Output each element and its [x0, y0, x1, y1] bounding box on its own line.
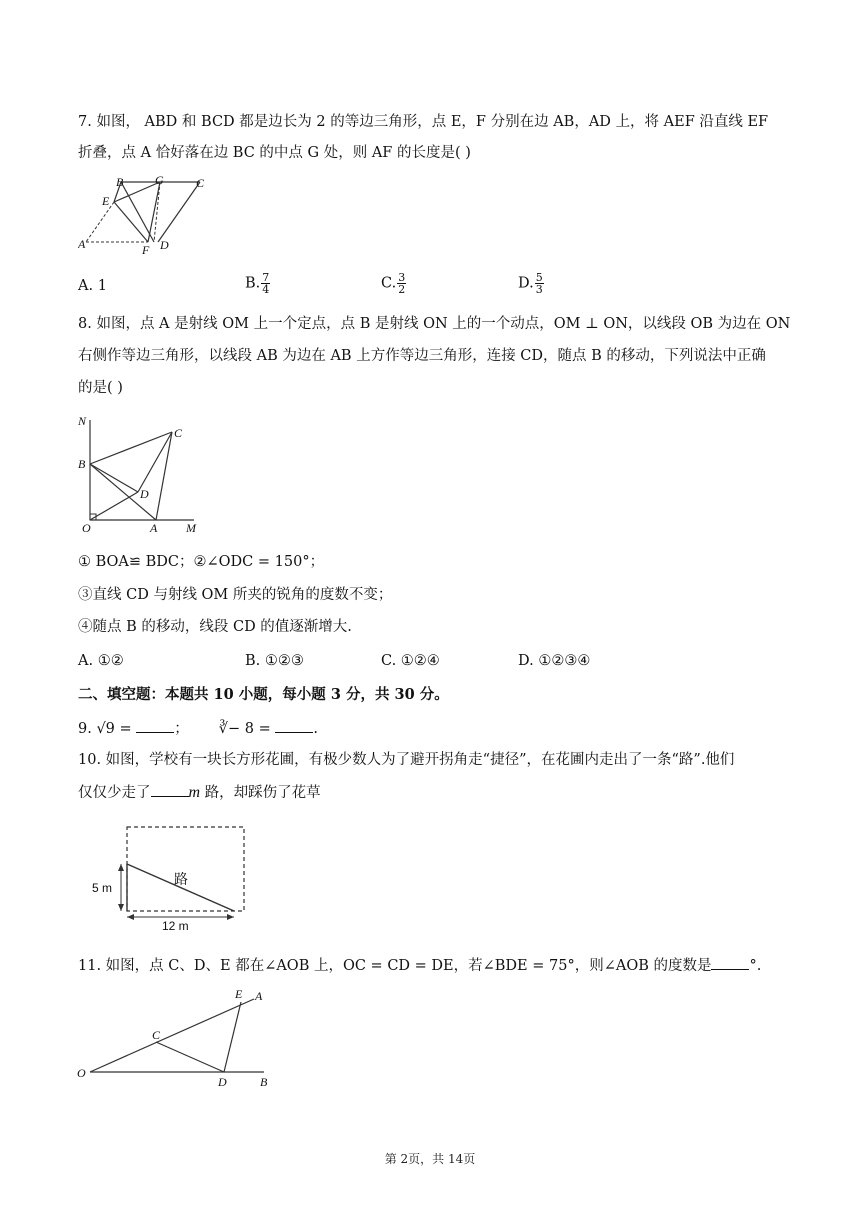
- q7-label-e: E: [102, 194, 110, 208]
- q8-option-c: C. ①②④: [381, 653, 440, 669]
- q9-cbrt-expression: ∛− 8 =: [218, 721, 276, 737]
- q8-label-n: N: [78, 414, 87, 428]
- q7-label-c: C: [196, 176, 205, 190]
- q8-label-o: O: [82, 521, 91, 535]
- q7-label-f: F: [142, 243, 150, 257]
- q7-option-c-prefix: C.: [381, 275, 397, 292]
- q10-blank: [151, 782, 189, 797]
- q9-blank-2: [275, 718, 313, 733]
- q7-option-d-prefix: D.: [518, 275, 534, 292]
- q7-option-b-fraction: [261, 272, 270, 295]
- q7-figure: [78, 174, 218, 258]
- q8-line-1: 8. 如图，点 A 是射线 OM 上一个定点，点 B 是射线 ON 上的一个动点，OM ⊥ ON，以线段 OB 为边在 ON: [78, 316, 791, 332]
- q8-line-2: 右侧作等边三角形，以线段 AB 为边在 AB 上方作等边三角形，连接 CD，随点 B 的移动，下列说法中正确: [78, 348, 766, 364]
- q10-line-1: 10. 如图，学校有一块长方形花圃，有极少数人为了避开拐角走“捷径”，在花圃内走出了一条“路”.他们: [78, 752, 735, 768]
- q10-figure: [88, 822, 258, 936]
- q11-label-a: A: [255, 989, 263, 1003]
- q8-option-b: B. ①②③: [245, 653, 304, 669]
- q9-separator: ；: [174, 721, 189, 737]
- q11-text: 11. 如图，点 C、D、E 都在∠AOB 上，OC = CD = DE，若∠BDE = 75°，则∠AOB 的度数是: [78, 958, 712, 974]
- q7-option-b-prefix: B.: [245, 275, 261, 292]
- q10-line-2: [78, 782, 321, 803]
- q7-option-b-denominator: 4: [262, 283, 270, 296]
- q7-option-c-numerator: 3: [398, 271, 406, 284]
- q7-line-1: 7. 如图， ABD 和 BCD 都是边长为 2 的等边三角形，点 E，F 分别在边 AB，AD 上，将 AEF 沿直线 EF: [78, 114, 769, 130]
- q11-label-b: B: [260, 1075, 268, 1089]
- q9-sqrt-expression: 9. √9 =: [78, 721, 137, 737]
- q7-option-d-fraction: [535, 272, 544, 295]
- q8-statement-2: ③直线 CD 与射线 OM 所夹的锐角的度数不变；: [78, 587, 393, 603]
- q8-statement-3: ④随点 B 的移动，线段 CD 的值逐渐增大.: [78, 619, 352, 635]
- q11-figure: [74, 985, 284, 1089]
- q7-option-c-fraction: [397, 272, 406, 295]
- q7-line-2: 折叠，点 A 恰好落在边 BC 的中点 G 处，则 AF 的长度是( ): [78, 145, 471, 161]
- q8-label-c: C: [174, 426, 183, 440]
- q8-statement-1: ① BOA≌ BDC；②∠ODC = 150°；: [78, 554, 325, 570]
- q7-option-d-denominator: 3: [535, 283, 543, 296]
- q10-suffix: 路，却踩伤了花草: [200, 785, 321, 801]
- q8-label-d: D: [140, 487, 149, 501]
- q10-width-label: 12 m: [162, 919, 189, 933]
- q7-label-b: B: [116, 175, 124, 189]
- q8-label-b: B: [78, 457, 86, 471]
- q8-option-a: A. ①②: [78, 653, 124, 669]
- q9-line: [78, 718, 318, 739]
- q8-option-d: D. ①②③④: [518, 653, 591, 669]
- q10-prefix: 仅仅少走了: [78, 785, 151, 801]
- q7-option-d-numerator: 5: [535, 271, 543, 284]
- q8-figure: [76, 410, 206, 538]
- q11-label-c: C: [152, 1028, 161, 1042]
- q11-label-o: O: [77, 1066, 86, 1080]
- q7-option-c: [381, 272, 406, 295]
- q7-option-d: [518, 272, 544, 295]
- q10-height-label: 5 m: [92, 881, 113, 895]
- q11-suffix: °.: [749, 958, 762, 974]
- q7-option-a: A. 1: [78, 278, 107, 294]
- q7-option-c-denominator: 2: [398, 283, 406, 296]
- q8-line-3: 的是( ): [78, 380, 123, 396]
- q11-blank: [711, 955, 749, 970]
- q11-label-e: E: [235, 987, 243, 1001]
- page-footer: 第 2页，共 14页: [384, 1152, 476, 1166]
- q7-label-d: D: [160, 238, 169, 252]
- q7-label-a: A: [78, 237, 86, 251]
- q10-unit: m: [188, 784, 201, 801]
- q7-label-g: G: [155, 174, 164, 187]
- q9-blank-1: [136, 718, 174, 733]
- q11-line: [78, 955, 761, 976]
- q8-label-m: M: [186, 521, 196, 535]
- q7-option-b-numerator: 7: [262, 271, 270, 284]
- q11-label-d: D: [218, 1075, 227, 1089]
- q7-option-b: [245, 272, 270, 295]
- section-heading: 二、填空题：本题共 10 小题，每小题 3 分，共 30 分。: [78, 686, 449, 703]
- q9-period: .: [313, 721, 318, 737]
- q10-road-label: 路: [174, 871, 188, 887]
- q8-label-a: A: [150, 521, 158, 535]
